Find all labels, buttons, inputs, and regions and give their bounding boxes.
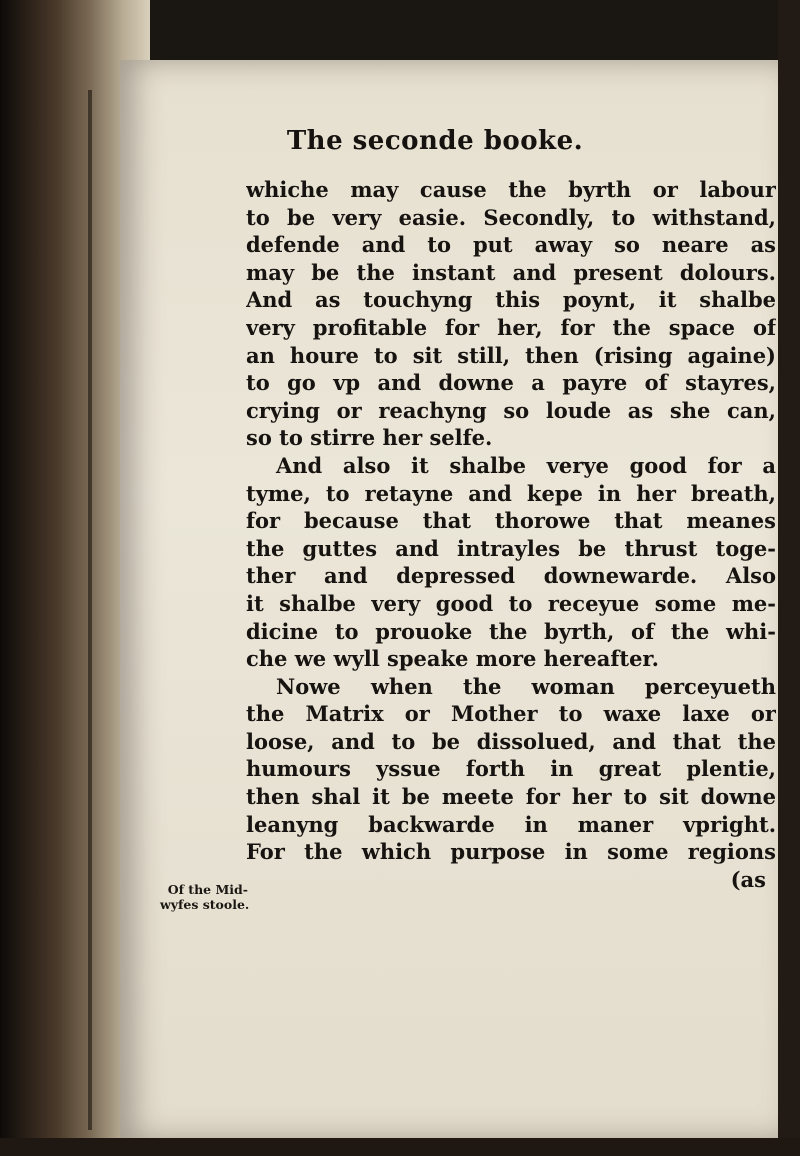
text-line: may be the instant and present dolours.: [246, 259, 776, 285]
text-line: the guttes and intrayles be thrust toge-: [246, 535, 776, 561]
running-head: The seconde booke.: [286, 126, 584, 156]
bottom-border: [0, 1138, 800, 1156]
text-line: so to stirre her selfe.: [246, 425, 493, 451]
text-line: For the which purpose in some regions: [246, 839, 776, 865]
marginal-note-line: Of the Mid-: [167, 882, 248, 897]
text-line: loose, and to be dissolued, and that the: [246, 728, 776, 754]
text-line: humours yssue forth in great plentie,: [246, 756, 776, 782]
marginal-note: [160, 882, 248, 912]
text-line: che we wyll speake more hereafter.: [246, 646, 659, 672]
text-line: to be very easie. Secondly, to withstand,: [246, 204, 776, 230]
text-line: defende and to put away so neare as: [246, 232, 776, 258]
text-line: dicine to prouoke the byrth, of the whi-: [246, 618, 776, 644]
text-line: Nowe when the woman perceyueth: [276, 673, 776, 699]
text-line: ther and depressed downewarde. Also: [246, 563, 776, 589]
text-line: very profitable for her, for the space of: [246, 314, 776, 340]
text-line: tyme, to retayne and kepe in her breath,: [246, 480, 776, 506]
text-line: for because that thorowe that meanes: [246, 508, 776, 534]
text-line: the Matrix or Mother to waxe laxe or: [246, 701, 776, 727]
text-line: it shalbe very good to receyue some me-: [246, 590, 776, 616]
binding-edge: [88, 90, 92, 1130]
text-line: leanyng backwarde in maner vpright.: [246, 811, 776, 837]
catchword: (as: [730, 866, 766, 892]
text-line: to go vp and downe a payre of stayres,: [246, 370, 776, 396]
text-line: then shal it be meete for her to sit downe: [246, 784, 776, 810]
text-line: whiche may cause the byrth or labour: [246, 177, 776, 202]
text-line: crying or reachyng so loude as she can,: [246, 397, 776, 423]
text-line: And as touchyng this poynt, it shalbe: [246, 287, 776, 313]
text-line: And also it shalbe verye good for a: [276, 452, 776, 478]
right-border: [778, 0, 800, 1156]
marginal-note-line: wyfes stoole.: [160, 897, 250, 912]
body-text: [246, 176, 776, 893]
text-line: an houre to sit still, then (rising againe): [246, 342, 776, 368]
